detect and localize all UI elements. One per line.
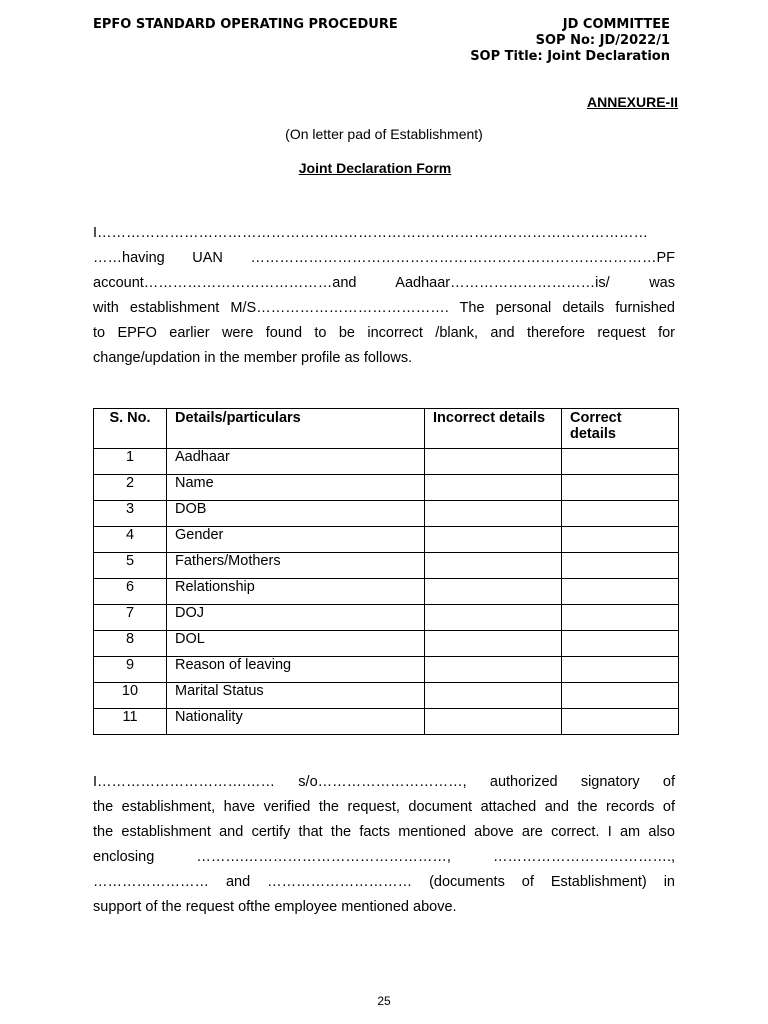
- paragraph-line: with establishment M/S…………………………………. The personal details furnished: [93, 300, 675, 316]
- cell-detail: Relationship: [167, 579, 425, 605]
- header-committee: JD COMMITTEE: [562, 17, 670, 32]
- table-row: [94, 631, 679, 657]
- table-row: [94, 579, 679, 605]
- cell-correct[interactable]: [562, 631, 679, 657]
- cell-correct[interactable]: [562, 709, 679, 735]
- cell-correct[interactable]: [562, 553, 679, 579]
- page-number: 25: [377, 994, 391, 1008]
- table-row: [94, 501, 679, 527]
- cell-incorrect[interactable]: [425, 501, 562, 527]
- cell-correct[interactable]: [562, 605, 679, 631]
- cell-detail: Marital Status: [167, 683, 425, 709]
- cell-incorrect[interactable]: [425, 579, 562, 605]
- paragraph-line: the establishment, have verified the request, document attached and the records of: [93, 799, 675, 815]
- cell-sno: 9: [94, 657, 167, 683]
- cell-detail: DOL: [167, 631, 425, 657]
- declaration-paragraph: [93, 221, 675, 371]
- cell-detail: Name: [167, 475, 425, 501]
- cell-detail: Nationality: [167, 709, 425, 735]
- table-row: [94, 709, 679, 735]
- cell-correct[interactable]: [562, 579, 679, 605]
- cell-incorrect[interactable]: [425, 605, 562, 631]
- header-sop-number: SOP No: JD/2022/1: [535, 33, 670, 48]
- cell-detail: DOB: [167, 501, 425, 527]
- cell-sno: 3: [94, 501, 167, 527]
- cell-incorrect[interactable]: [425, 709, 562, 735]
- cell-incorrect[interactable]: [425, 631, 562, 657]
- cell-sno: 4: [94, 527, 167, 553]
- header-sno: S. No.: [94, 409, 167, 449]
- paragraph-line: I………………………….…… s/o…………………………, authorized signatory of: [93, 774, 675, 790]
- cell-incorrect[interactable]: [425, 553, 562, 579]
- cell-correct[interactable]: [562, 449, 679, 475]
- paragraph-line: account…………………………………and Aadhaar…………………………is/ was: [93, 275, 675, 291]
- letter-pad-note: (On letter pad of Establishment): [285, 126, 483, 142]
- cell-detail: Fathers/Mothers: [167, 553, 425, 579]
- cell-sno: 7: [94, 605, 167, 631]
- cell-correct[interactable]: [562, 501, 679, 527]
- paragraph-line: enclosing ……….……………………………………, ……………………………….,: [93, 849, 675, 865]
- table-row: [94, 449, 679, 475]
- paragraph-line: ……having UAN …………………………………………………………………………PF: [93, 250, 675, 266]
- header-left-title: EPFO STANDARD OPERATING PROCEDURE: [93, 17, 398, 32]
- cell-sno: 6: [94, 579, 167, 605]
- paragraph-line: the establishment and certify that the facts mentioned above are correct. I am also: [93, 824, 675, 840]
- cell-incorrect[interactable]: [425, 657, 562, 683]
- cell-correct[interactable]: [562, 657, 679, 683]
- cell-detail: Gender: [167, 527, 425, 553]
- cell-detail: Reason of leaving: [167, 657, 425, 683]
- cell-incorrect[interactable]: [425, 449, 562, 475]
- paragraph-line: change/updation in the member profile as follows.: [93, 350, 413, 366]
- cell-detail: DOJ: [167, 605, 425, 631]
- cell-sno: 11: [94, 709, 167, 735]
- cell-incorrect[interactable]: [425, 683, 562, 709]
- header-sop-title: SOP Title: Joint Declaration: [470, 49, 670, 64]
- cell-sno: 10: [94, 683, 167, 709]
- annexure-label: ANNEXURE-II: [586, 94, 678, 110]
- cell-correct[interactable]: [562, 475, 679, 501]
- table-row: [94, 475, 679, 501]
- cell-sno: 5: [94, 553, 167, 579]
- form-title: Joint Declaration Form: [298, 160, 452, 176]
- cell-sno: 8: [94, 631, 167, 657]
- header-incorrect: Incorrect details: [425, 409, 562, 449]
- table-row: [94, 657, 679, 683]
- header-details: Details/particulars: [167, 409, 425, 449]
- table-row: [94, 553, 679, 579]
- cell-sno: 1: [94, 449, 167, 475]
- cell-sno: 2: [94, 475, 167, 501]
- cell-incorrect[interactable]: [425, 527, 562, 553]
- header-right-block: [470, 17, 670, 65]
- paragraph-line: I……………………………………………………………………………………………………: [93, 225, 649, 241]
- table-header-row: [94, 409, 679, 449]
- table-row: [94, 683, 679, 709]
- details-table: [93, 408, 679, 735]
- table-row: [94, 605, 679, 631]
- cell-incorrect[interactable]: [425, 475, 562, 501]
- certification-paragraph: [93, 770, 675, 920]
- table-row: [94, 527, 679, 553]
- cell-correct[interactable]: [562, 683, 679, 709]
- cell-detail: Aadhaar: [167, 449, 425, 475]
- header-correct: Correct details: [562, 409, 679, 449]
- cell-correct[interactable]: [562, 527, 679, 553]
- paragraph-line: support of the request ofthe employee mentioned above.: [93, 899, 457, 915]
- paragraph-line: to EPFO earlier were found to be incorrect /blank, and therefore request for: [93, 325, 675, 341]
- paragraph-line: …………………… and ………………………… (documents of Establishment) in: [93, 874, 675, 890]
